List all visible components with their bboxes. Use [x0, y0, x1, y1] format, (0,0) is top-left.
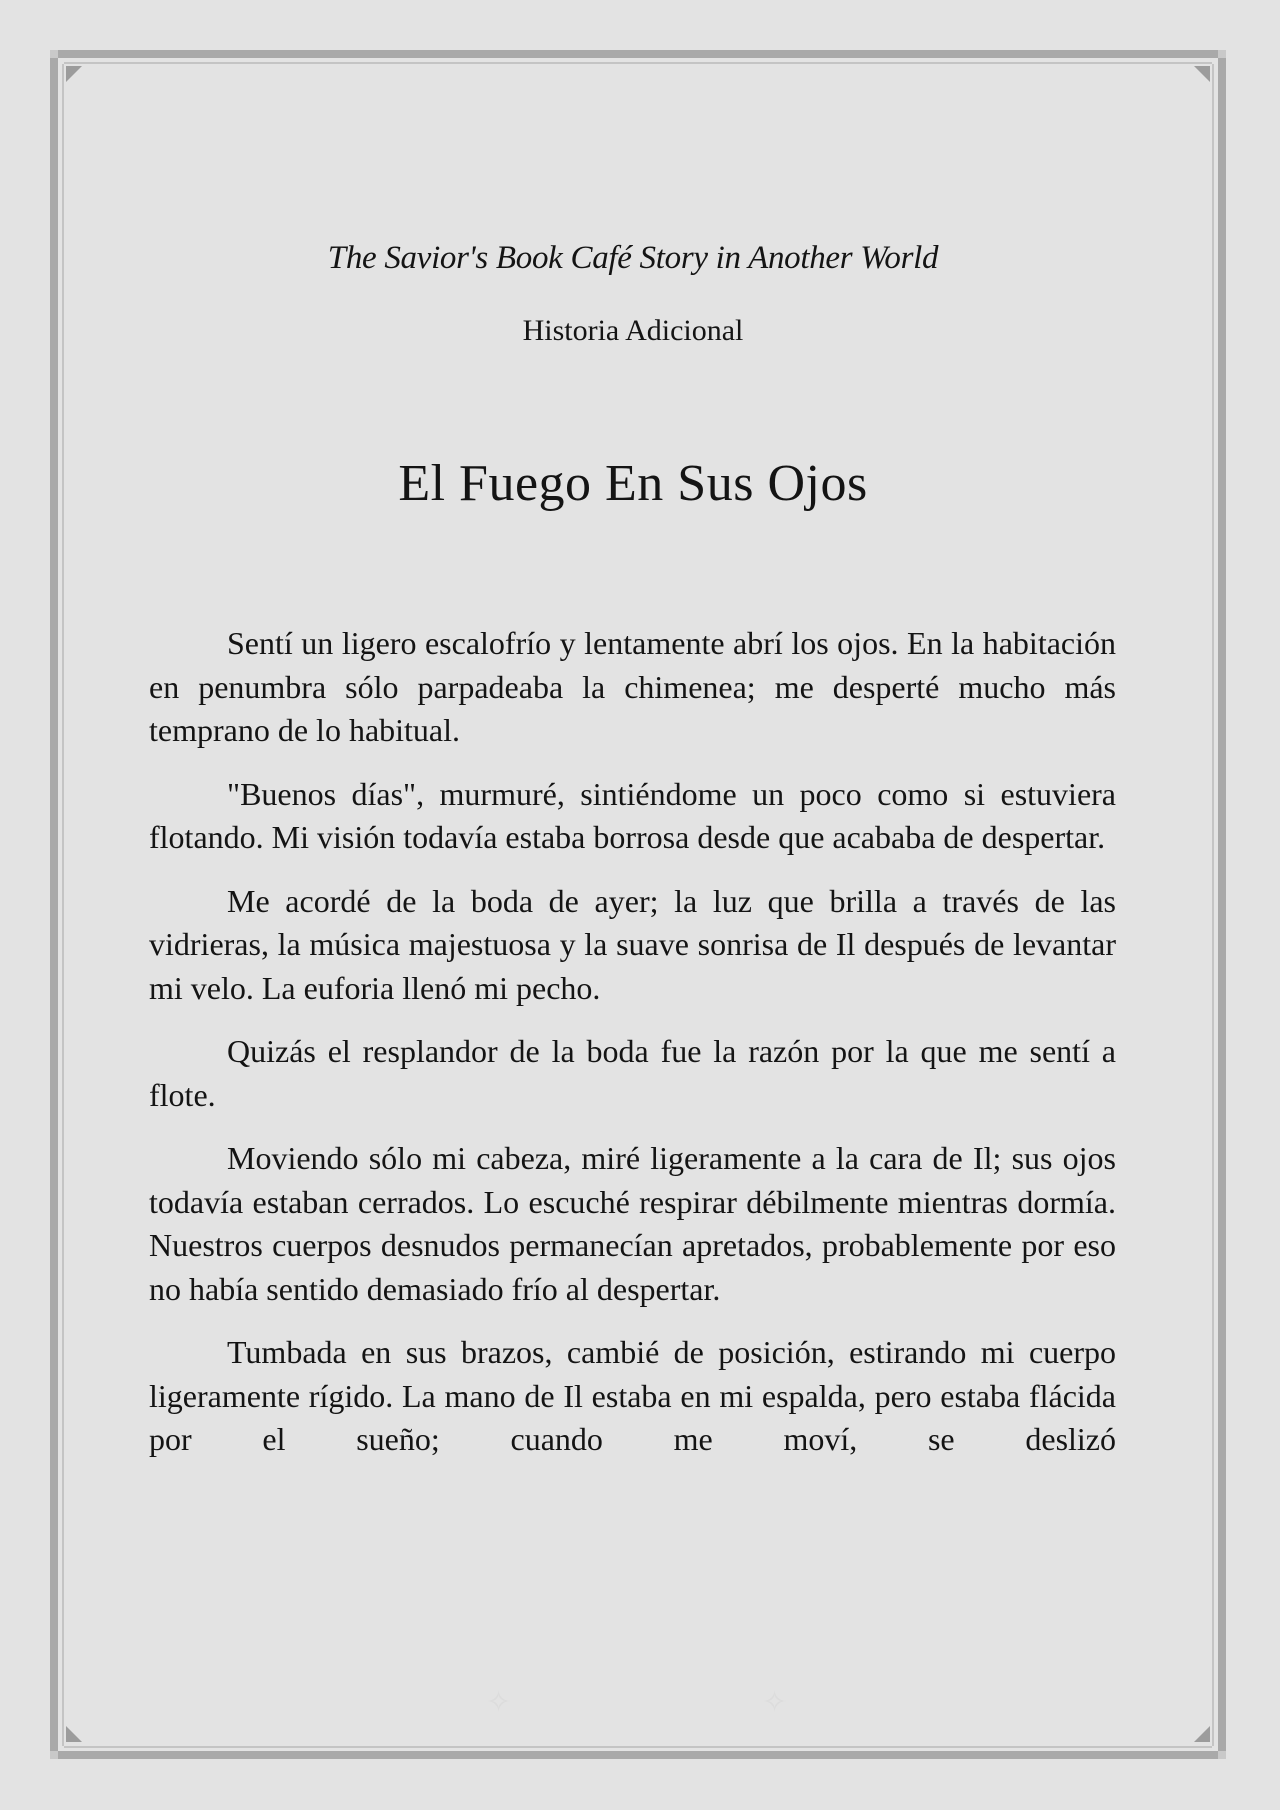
- page-border-left: [50, 50, 58, 1759]
- corner-ornament-top-right: [1194, 66, 1210, 82]
- watermark-ornament-right: ✧: [762, 1686, 788, 1719]
- chapter-body: [149, 622, 1116, 1482]
- corner-dot-top-left: [50, 50, 58, 58]
- corner-dot-top-right: [1218, 50, 1226, 58]
- corner-ornament-bottom-left: [66, 1726, 82, 1742]
- page-border-right: [1218, 50, 1226, 1759]
- chapter-title: El Fuego En Sus Ojos: [398, 455, 868, 512]
- page-border-top: [50, 50, 1226, 58]
- paragraph: Sentí un ligero escalofrío y lentamente abrí los ojos. En la habitación en penumbra sólo parpadeaba la chimenea; me desperté mucho más temprano de lo habitual.: [149, 625, 1116, 748]
- paragraph: "Buenos días", murmuré, sintiéndome un poco como si estuviera flotando. Mi visión todavía estaba borrosa desde que acababa de despertar.: [149, 775, 1116, 855]
- corner-dot-bottom-left: [50, 1751, 58, 1759]
- book-title: The Savior's Book Café Story in Another World: [327, 240, 939, 276]
- page-inner-border-top: [64, 62, 1212, 64]
- paragraph: Moviendo sólo mi cabeza, miré ligeramente a la cara de Il; sus ojos todavía estaban cerrados. Lo escuché respirar débilmente mientras dormía. Nuestros cuerpos desnudos permanecían apretados, probablemente por eso no había sentido demasiado frío al despertar.: [149, 1140, 1116, 1307]
- paragraph: Me acordé de la boda de ayer; la luz que brilla a través de las vidrieras, la música majestuosa y la suave sonrisa de Il después de levantar mi velo. La euforia llenó mi pecho.: [149, 882, 1116, 1006]
- paragraph: Quizás el resplandor de la boda fue la razón por la que me sentí a flote.: [149, 1033, 1116, 1113]
- page-border-bottom: [50, 1751, 1226, 1759]
- corner-dot-bottom-right: [1218, 1751, 1226, 1759]
- corner-ornament-bottom-right: [1194, 1726, 1210, 1742]
- watermark-ornament-left: ✧: [486, 1686, 512, 1719]
- section-label: Historia Adicional: [522, 314, 744, 347]
- page-inner-border-bottom: [64, 1746, 1212, 1748]
- corner-ornament-top-left: [66, 66, 82, 82]
- paragraph: Tumbada en sus brazos, cambié de posición, estirando mi cuerpo ligeramente rígido. La mano de Il estaba en mi espalda, pero estaba flácida por el sueño; cuando me moví, se deslizó: [149, 1334, 1116, 1457]
